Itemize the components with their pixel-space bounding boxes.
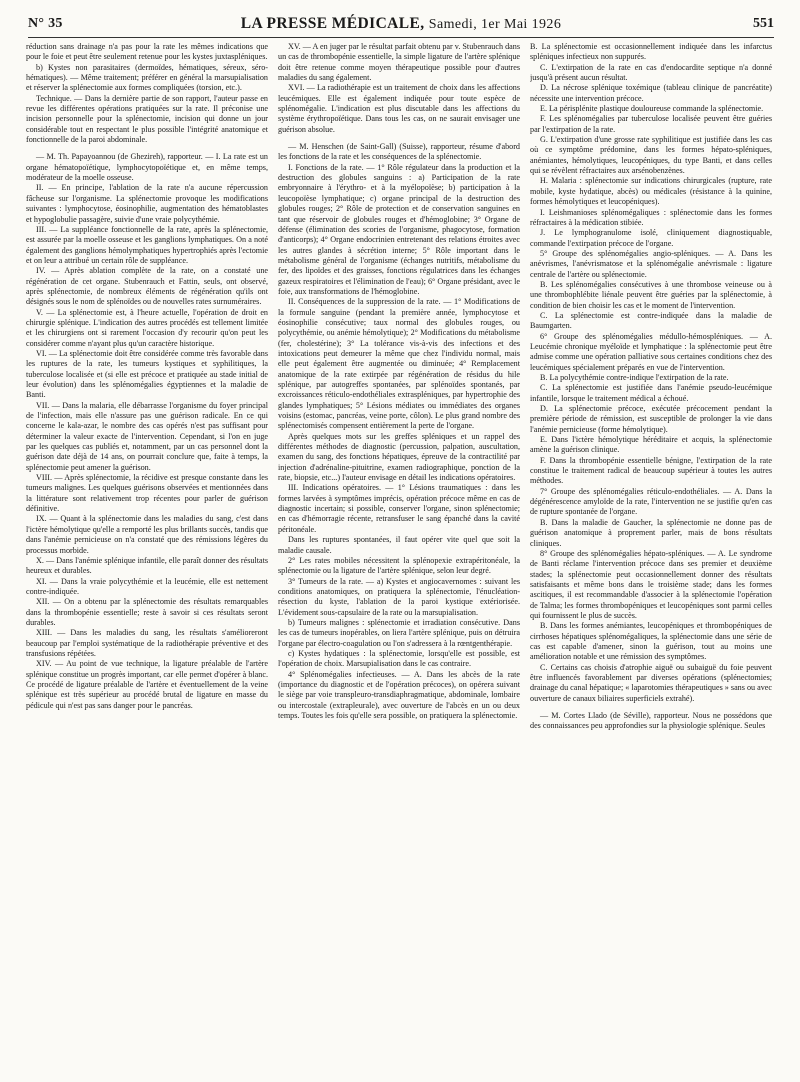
paragraph: 3° Tumeurs de la rate. — a) Kystes et angiocavernomes : suivant les conditions anatomiques, on pratiquera la splénectomie, l'énucléation-résection du kyste, l'ablation de la paroi kystique extériorisée. L'évidement sous-capsulaire de la rate ou la marsupialisation. [278, 576, 520, 617]
paragraph: B. La splénectomie est occasionnellement indiquée dans les infarctus spléniques infectieux non suppurés. [530, 42, 772, 62]
paragraph: IX. — Quant à la splénectomie dans les maladies du sang, c'est dans l'ictère hémolytique qu'elle a remporté les plus brillants succès, tandis que dans l'anémie pernicieuse on n'a constaté que des rémissions légères du processus morbide. [26, 514, 268, 555]
paragraph: VI. — La splénectomie doit être considérée comme très favorable dans les ruptures de la rate, les tumeurs kystiques et syphilitiques, la tuberculose localisée et (si elle est précoce et pratiquée au stade initial de leur évolution) dans les splénomégalies égyptiennes et la maladie de Banti. [26, 348, 268, 400]
paragraph: 5° Groupe des splénomégalies angio-spléniques. — A. Dans les anévrismes, l'anévrismatose et la splénomégalie anévrismale : ligature centrale de l'artère ou splénectomie. [530, 248, 772, 279]
paragraph: Dans les ruptures spontanées, il faut opérer vite quel que soit la maladie causale. [278, 535, 520, 555]
paragraph: D. La nécrose splénique toxémique (tableau clinique de pancréatite) nécessite une intervention précoce. [530, 83, 772, 103]
paragraph: 8° Groupe des splénomégalies hépato-spléniques. — A. Le syndrome de Banti réclame l'intervention précoce dans ses premier et deuxième stades; la splénectomie peut occasionnellement donner des résultats satisfaisants et même bons dans le troisième stade; dans les formes ascitiques, il est recommandable d'associer à la splénectomie l'opération de Talma; les formes thrombopéniques et leucopéniques sont parmi celles qui fournissent le plus de succès. [530, 548, 772, 620]
paragraph: VIII. — Après splénectomie, la récidive est presque constante dans les tumeurs malignes. Les quelques guérisons observées et mentionnées dans la littérature sont relativement trop récentes pour parler de guérison définitive. [26, 473, 268, 514]
column-right [530, 42, 772, 1074]
issue-number: N° 35 [28, 16, 63, 31]
paragraph: VII. — Dans la malaria, elle débarrasse l'organisme du foyer principal de l'infection, mais elle n'assure pas une guérison radicale. En ce qui concerne le kala-azar, le nombre des cas opérés n'est pas suffisant pour déterminer la valeur exacte de l'intervention. Cependant, si l'on en juge par les quelques cas publiés et, notamment, par un cas personnel dont la guérison date déjà de 14 ans, on pourrait conclure que, faite à temps, la splénectomie peut amener la guérison. [26, 400, 268, 472]
paragraph: XII. — On a obtenu par la splénectomie des résultats remarquables dans la thrombopénie essentielle; reste à savoir si ces résultats seront durables. [26, 597, 268, 627]
paragraph: F. Les splénomégalies par tuberculose localisée peuvent être guéries par l'extirpation de la rate. [530, 114, 772, 134]
paragraph: Après quelques mots sur les greffes spléniques et un rappel des différentes méthodes de diagnostic (percussion, palpation, auscultation, examen du sang, des fonctions hépatiques, épreuve de la contractilité par injection d'adrénaline-pituitrine, examen radiographique, ponction de la rate, biopsie, etc...) l'auteur envisage en détail les indications opératoires. [278, 431, 520, 483]
paragraph: G. L'extirpation d'une grosse rate syphilitique est justifiée dans les cas où ce symptôme prédomine, dans les formes hépato-spléniques, anémiantes, hémolytiques, leucopéniques, du type Banti, et dans celles qui se révèlent réfractaires aux arsénobenzènes. [530, 135, 772, 176]
running-title [28, 15, 774, 33]
paragraph: XI. — Dans la vraie polycythémie et la leucémie, elle est nettement contre-indiquée. [26, 576, 268, 596]
paragraph: XIV. — Au point de vue technique, la ligature préalable de l'artère splénique constitue un progrès important, car elle permet d'opérer à blanc. Ce procédé de ligature préalable de l'artère et éventuellement de la veine splénique est très supérieur au procédé brutal de ligature en masse du pédicule qui n'est pas sans danger pour le pancréas. [26, 659, 268, 710]
paragraph: — M. Th. Papayoannou (de Ghezireh), rapporteur. — I. La rate est un organe hématopoïétique, lymphocytopoïétique et, en même temps, modérateur de la moelle osseuse. [26, 152, 268, 183]
paragraph: I. Fonctions de la rate. — 1° Rôle régulateur dans la production et la destruction des globules sanguins : a) Participation de la rate embryonnaire à l'érythro- et à la myélopoïèse; b) participation à la leucopoïèse lymphatique; c) organe principal de la destruction des globules rouges; 2° Rôle de protection et de conservation sanguines en tant que réservoir de globules rouges et d'hémoglobine; 3° Organe de défense (élimination des scories de l'organisme, phagocytose, formation d'anticorps); 4° Organe endocrinien entretenant des relations étroites avec les autres glandes à sécrétion interne; 5° Rôle important dans le métabolisme général de l'organisme (échanges nutritifs, métabolisme du fer, des lipoïdes et des graisses, fonctions régulatrices dans les échanges gazeux respiratoires et l'élimination de l'eau); 6° Organe présidant, avec le foie, aux transformations de l'hémoglobine. [278, 162, 520, 296]
paragraph: E. La périsplénite plastique douloureuse commande la splénectomie. [540, 104, 764, 114]
header-rule [28, 37, 774, 38]
issue-date: Samedi, 1er Mai 1926 [428, 17, 562, 32]
paragraph: 4° Splénomégalies infectieuses. — A. Dans les abcès de la rate (importance du diagnostic et de l'opération précoces), on opérera suivant le siège par voie transpleuro-transdiaphragmatique, abdominale, lombaire ou intercostale (extrapleurale), avec ouverture de l'abcès en un ou deux temps. Toutes les fois qu'elle sera possible, on pratiquera la splénectomie. [278, 669, 520, 720]
paragraph: 6° Groupe des splénomégalies médullo-hémospléniques. — A. Leucémie chronique myéloïde et lymphatique : la splénectomie peut être admise comme une opération palliative sous certaines conditions chez des leucémiques spécialement préparés en vue de l'intervention. [530, 331, 772, 372]
paragraph: C. L'extirpation de la rate en cas d'endocardite septique n'a donné jusqu'à présent aucun résultat. [530, 62, 772, 83]
paragraph: V. — La splénectomie est, à l'heure actuelle, l'opération de droit en chirurgie splénique. L'indication des autres procédés est tellement limitée et les chirurgiens ont si rarement l'occasion d'y recourir qu'on peut les considérer comme n'ayant plus qu'un caractère historique. [26, 307, 268, 348]
paragraph: J. Le lymphogranulome isolé, cliniquement diagnostiquable, commande l'extirpation précoce de l'organe. [530, 228, 772, 248]
paragraph: III. Indications opératoires. — 1° Lésions traumatiques : dans les formes larvées à symptômes imprécis, opération précoce même en cas de diagnostic incertain; si possible, conserver l'organe, sinon splénectomie; en cas d'hémorragie récente, retransfuser le sang épanché dans la cavité péritonéale. [278, 483, 520, 534]
publication-name: LA PRESSE MÉDICALE, [240, 15, 425, 32]
paragraph: D. La splénectomie précoce, exécutée précocement pendant la première période de rémission, est susceptible de prolonger la vie dans l'anémie pernicieuse (forme hémolytique). [530, 404, 772, 434]
paragraph: C. La splénectomie est justifiée dans l'anémie pseudo-leucémique infantile, lorsque le traitement médical a échoué. [530, 383, 772, 403]
page-number: 551 [753, 16, 774, 31]
paragraph: XIII. — Dans les maladies du sang, les résultats s'amélioreront beaucoup par l'emploi systématique de la radiothérapie préventive et des transfusions répétées. [26, 628, 268, 658]
paragraph: c) Kystes hydatiques : la splénectomie, lorsqu'elle est possible, est l'opération de choix. Marsupialisation dans le cas contraire. [278, 648, 520, 669]
paragraph: 7° Groupe des splénomégalies réticulo-endothéliales. — A. Dans la dégénérescence amyloïde de la rate, l'intervention ne se justifie qu'en cas de rupture spontanée de l'organe. [530, 486, 772, 517]
page-header [28, 14, 774, 36]
paragraph: E. Dans l'ictère hémolytique héréditaire et acquis, la splénectomie amène la guérison clinique. [530, 435, 772, 455]
paragraph: Technique. — Dans la dernière partie de son rapport, l'auteur passe en revue les différentes opérations pratiquées sur la rate. Il préconise une incision personnelle pour la splénectomie, incision qui donne un jour considérable tout en respectant le plus possible l'intégrité anatomique et fonctionnelle de la paroi abdominale. [26, 93, 268, 145]
paragraph: B. Dans les formes anémiantes, leucopéniques et thrombopéniques de cirrhoses hépatiques splénomégaliques, la splénectomie dans une série de cas est capable d'amener, sinon la guérison, tout au moins une amélioration notable et une rémission des symptômes. [530, 621, 772, 662]
paragraph: H. Malaria : splénectomie sur indications chirurgicales (rupture, rate mobile, kyste hydatique, abcès) ou médicales (résistance à la quinine, formes hémolytiques et leucopéniques). [530, 176, 772, 207]
paragraph: XVI. — La radiothérapie est un traitement de choix dans les affections leucémiques. Elle est également indiquée pour toute espèce de splénomégalie. L'indication est plus discutable dans les affections du système érythropoïétique. Dans tous les cas, on ne saurait envisager une guérison absolue. [278, 83, 520, 134]
paragraph: XV. — A en juger par le résultat parfait obtenu par v. Stubenrauch dans un cas de thrombopénie essentielle, la simple ligature de l'artère splénique doit être retenue comme moyen thérapeutique possible pour d'autres maladies du sang également. [278, 42, 520, 83]
paragraph: réduction sans drainage n'a pas pour la rate les mêmes indications que pour le foie et peut être seulement retenue pour les kystes juxtaspléniques. [26, 42, 268, 62]
paragraph: II. Conséquences de la suppression de la rate. — 1° Modifications de la formule sanguine (pendant la première année, lymphocytose et éosinophilie consécutive; taux normal des globules rouges, ou polycythémie, ou anémie hémolytique); 2° Modifications du métabolisme (fer, cholestérine); 3° La tolérance vis-à-vis des infections et des intoxications peut demeurer la même que chez l'individu normal, mais elle peut également être augmentée ou diminuée; 4° Remplacement anatomique de la rate extirpée par régénération de résidus du hile splénique, par autogreffes spontanées, par splénoïdes spontanés, par excroissances réticulo-endothéliales extraspléniques, par hypertrophie des glandes lymphatiques; 5° Lésions médiates ou immédiates des organes voisins (estomac, pancréas, veine porte, côlon). Le plus grand nombre des splénectomisés compensent entièrement la perte de l'organe. [278, 297, 520, 431]
paragraph: F. Dans la thrombopénie essentielle bénigne, l'extirpation de la rate constitue le traitement radical de beaucoup supérieur à toutes les autres méthodes. [530, 455, 772, 486]
column-middle [278, 42, 520, 1074]
paragraph: — M. Henschen (de Saint-Gall) (Suisse), rapporteur, résume d'abord les fonctions de la rate et les conséquences de la splénectomie. [278, 142, 520, 162]
paragraph: b) Tumeurs malignes : splénectomie et irradiation consécutive. Dans les cas de tumeurs inopérables, on liera l'artère splénique, puis on détruira l'organe par électro-coagulation ou l'on s'adressera à la rœntgenthérapie. [278, 617, 520, 648]
paragraph: 2° Les rates mobiles nécessitent la splénopexie extrapéritonéale, la splénectomie ou la ligature de l'artère splénique, selon leur degré. [278, 555, 520, 576]
paragraph: B. Les splénomégalies consécutives à une thrombose veineuse ou à une thrombophlébite liénale peuvent être guéries par la splénectomie, à condition de bien choisir les cas et le moment de l'intervention. [530, 279, 772, 310]
paragraph: II. — En principe, l'ablation de la rate n'a aucune répercussion fâcheuse sur l'organisme. La splénectomie provoque les modifications suivantes : lymphocytose, éosinophilie, augmentation des hématoblastes et hypoglobulie passagère, suivie d'une vraie polycythémie. [26, 183, 268, 224]
paragraph: X. — Dans l'anémie splénique infantile, elle paraît donner des résultats heureux et durables. [26, 555, 268, 576]
paragraph: C. Certains cas choisis d'atrophie aiguë ou subaiguë du foie peuvent être influencés favorablement par diverses opérations (splénectomies; drainage du canal hépatique; « laparotomies thérapeutiques » sans ou avec ouverture de canaux biliaires superficiels extrahé). [530, 662, 772, 703]
paragraph: IV. — Après ablation complète de la rate, on a constaté une régénération de cet organe. Stubenrauch et Fattin, seuls, ont observé, après splénectomie, de nombreux éléments de régénération qu'ils ont désignés sous le nom de splénoïdes ou de nouvelles rates surnuméraires. [26, 266, 268, 307]
paragraph: B. La polycythémie contre-indique l'extirpation de la rate. [540, 373, 729, 382]
paragraph: C. La splénectomie est contre-indiquée dans la maladie de Baumgarten. [530, 310, 772, 331]
column-left [26, 42, 268, 1074]
paragraph: B. Dans la maladie de Gaucher, la splénectomie ne donne pas de guérison anatomique à proprement parler, mais de bons résultats cliniques. [530, 517, 772, 548]
paragraph: III. — La suppléance fonctionnelle de la rate, après la splénectomie, est assurée par la moelle osseuse et les ganglions lymphatiques. On a noté également des ganglions hémolymphatiques hypertrophiés après l'ectomie et on leur a attribué un certain rôle de suppléance. [26, 224, 268, 265]
paragraph: I. Leishmanioses splénomégaliques : splénectomie dans les formes réfractaires à la médication stibiée. [530, 207, 772, 227]
paragraph: b) Kystes non parasitaires (dermoïdes, hématiques, séreux, séro-hématiques). — Même traitement; préférer en général la marsupialisation et réserver la splénectomie aux formes compliquées (torsion, etc.). [26, 62, 268, 93]
paragraph: — M. Cortes Llado (de Séville), rapporteur. Nous ne possédons que des connaissances peu approfondies sur la physiologie splénique. Seules [530, 711, 772, 731]
